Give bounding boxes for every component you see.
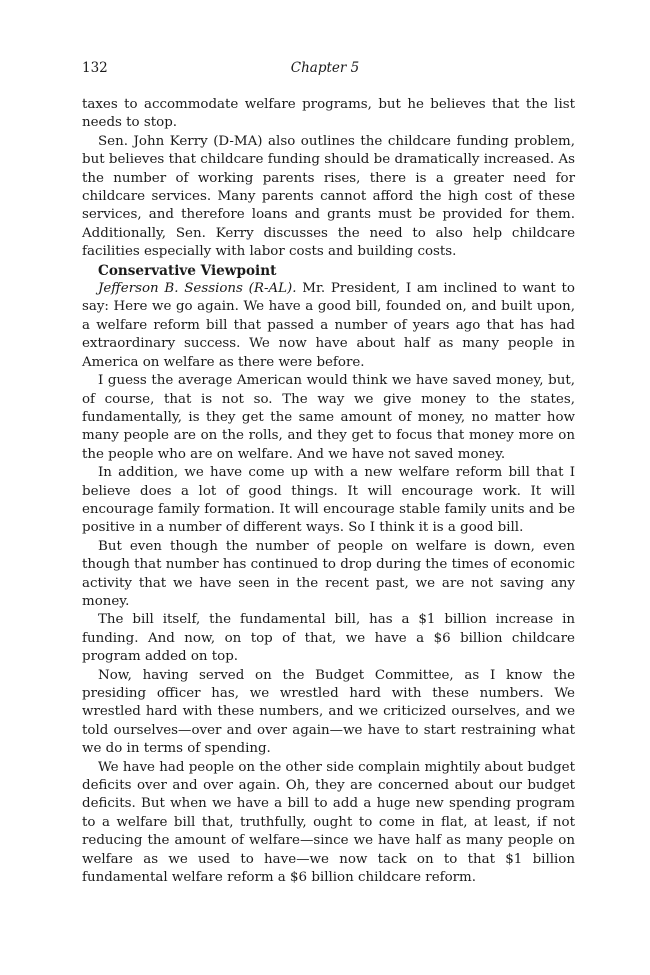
speaker-name: Jefferson B. Sessions (R-AL).	[98, 281, 297, 297]
paragraph: The bill itself, the fundamental bill, has a $1 billion increase in funding. And now, on top of that, we have a $6 billion childcare program added on top.	[82, 612, 575, 665]
paragraph-text: Mr. President, I am inclined to want to say: Here we go again. We have a good bill, founded on, and built upon, a welfare reform bill that passed a number of years ago that has had extraordinary success. We now have about half as many people in America on welfare as there were before.	[82, 281, 575, 370]
paragraph: Now, having served on the Budget Committee, as I know the presiding officer has, we wrestled hard with these numbers. We wrestled hard with these numbers, and we criticized ourselves, and we told ourselves—over and over again—we have to start restraining what we do in terms of spending.	[82, 667, 575, 757]
paragraph: I guess the average American would think we have saved money, but, of course, that is not so. The way we give money to the states, fundamentally, is they get the same amount of money, no matter how many people are on the rolls, and they get to focus that money more on the people who are on welfare. And we have not saved money.	[82, 373, 575, 462]
paragraph: Sen. John Kerry (D-MA) also outlines the childcare funding problem, but believes that childcare funding should be dramatically increased. As the number of working parents rises, there is a greater need for childcare services. Many parents cannot afford the high cost of these services, and therefore loans and grants must be provided for them. Additionally, Sen. Kerry discusses the need to also help childcare facilities especially with labor costs and building costs.	[82, 133, 575, 260]
paragraph: In addition, we have come up with a new welfare reform bill that I believe does a lot of good things. It will encourage work. It will encourage family formation. It will encourage stable family units and be positive in a number of different ways. So I think it is a good bill.	[82, 465, 575, 536]
paragraph: taxes to accommodate welfare programs, but he believes that the list needs to stop.	[82, 97, 575, 131]
paragraph: But even though the number of people on welfare is down, even though that number has continued to drop during the times of economic activity that we have seen in the recent past, we are not saving any money.	[82, 538, 575, 609]
body-text	[82, 96, 575, 887]
paragraph	[82, 280, 575, 372]
section-heading: Conservative Viewpoint	[98, 262, 277, 279]
running-head: Chapter 5	[290, 60, 360, 76]
page-number: 132	[82, 60, 108, 76]
paragraph: We have had people on the other side complain mightily about budget deficits over and over again. Oh, they are concerned about our budget deficits. But when we have a bill to add a huge new spending program to a welfare bill that, truthfully, ought to come in flat, at least, if not reducing the amount of welfare—since we have half as many people on welfare as we used to have—we now tack on to that $1 billion fundamental welfare reform a $6 billion childcare reform.	[82, 759, 575, 886]
